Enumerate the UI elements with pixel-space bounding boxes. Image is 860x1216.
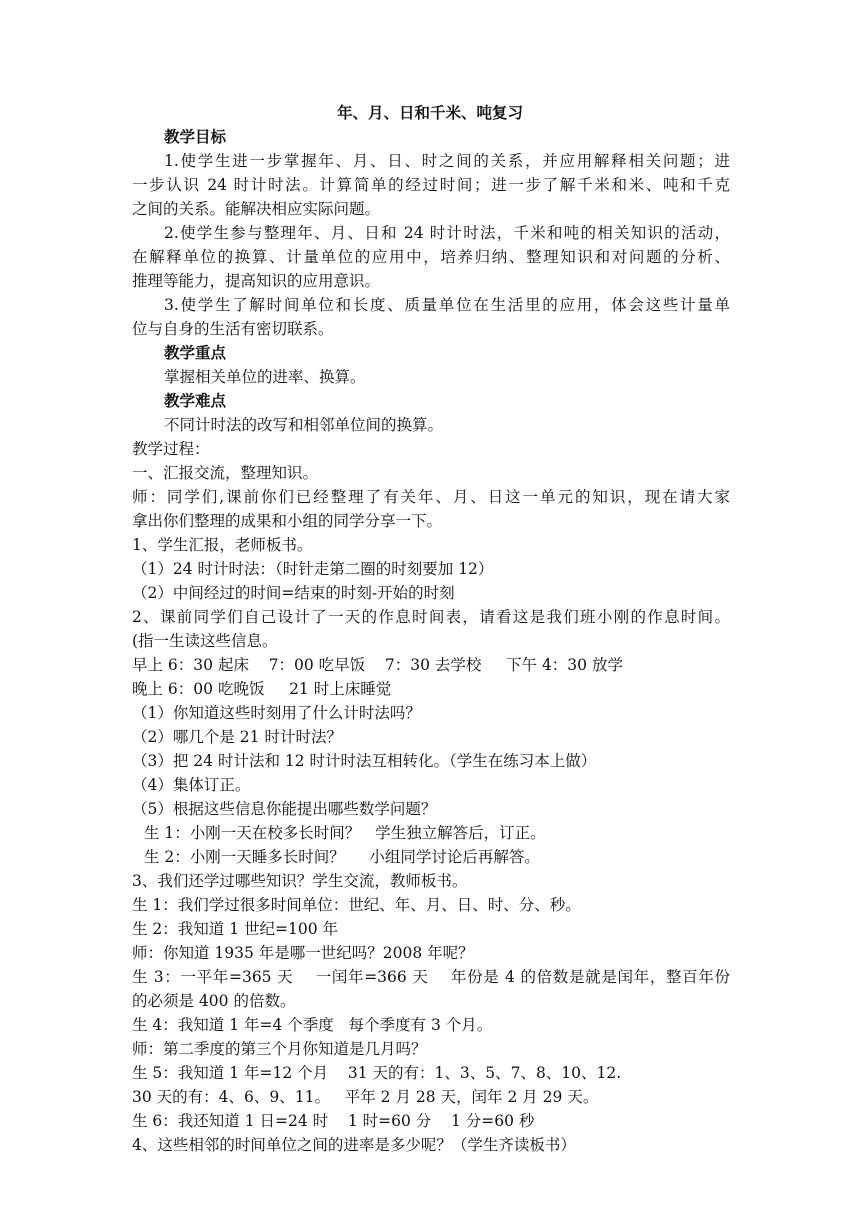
section-heading-objectives: 教学目标 bbox=[164, 127, 227, 146]
section-heading-difficulties: 教学难点 bbox=[164, 391, 227, 410]
rule-elapsed-time: （2）中间经过的时间=结束的时刻-开始的时刻 bbox=[132, 584, 455, 602]
objective-3-line-1: 3.使学生了解时间单位和长度、质量单位在生活里的应用，体会这些计量单 bbox=[164, 296, 730, 314]
student-3-leap-year-cont: 的必须是 400 的倍数。 bbox=[132, 992, 296, 1010]
schedule-evening: 晚上 6：00 吃晚饭 21 时上床睡觉 bbox=[132, 680, 392, 698]
student-4-quarters: 生 4：我知道 1 年=4 个季度 每个季度有 3 个月。 bbox=[132, 1016, 493, 1034]
objective-3-line-2: 位与自身的生活有密切联系。 bbox=[132, 320, 334, 338]
teacher-century-question: 师：你知道 1935 年是哪一世纪吗？2008 年呢？ bbox=[132, 944, 474, 962]
student-2-question: 生 2：小刚一天睡多长时间？ 小组同学讨论后再解答。 bbox=[144, 848, 540, 866]
process-step-1: 一、汇报交流，整理知识。 bbox=[132, 464, 319, 482]
question-3: （3）把 24 时计法和 12 时计时法互相转化。（学生在练习本上做） bbox=[132, 752, 597, 770]
teacher-quarter-question: 师：第二季度的第三个月你知道是几月吗？ bbox=[132, 1040, 427, 1058]
rule-24-hour: （1）24 时计时法：（时针走第二圈的时刻要加 12） bbox=[132, 560, 494, 578]
student-1-question: 生 1：小刚一天在校多长时间？ 学生独立解答后，订正。 bbox=[144, 824, 546, 842]
student-5-months-cont: 30 天的有：4、6、9、11。 平年 2 月 28 天，闰年 2 月 29 天。 bbox=[132, 1088, 599, 1106]
objective-2-line-1: 2.使学生参与整理年、月、日和 24 时计时法，千米和吨的相关知识的活动， bbox=[164, 224, 730, 242]
question-4: （4）集体订正。 bbox=[132, 776, 251, 794]
student-2-century: 生 2：我知道 1 世纪=100 年 bbox=[132, 920, 339, 938]
schedule-morning: 早上 6：30 起床 7：00 吃早饭 7：30 去学校 下午 4：30 放学 bbox=[132, 656, 623, 674]
key-points-text: 掌握相关单位的进率、换算。 bbox=[164, 368, 366, 386]
process-heading: 教学过程： bbox=[132, 440, 210, 458]
student-5-months: 生 5：我知道 1 年=12 个月 31 天的有：1、3、5、7、8、10、12. bbox=[132, 1064, 622, 1082]
teacher-intro-line-1: 师：同学们,课前你们已经整理了有关年、月、日这一单元的知识，现在请大家 bbox=[132, 488, 730, 506]
schedule-intro: 2、课前同学们自己设计了一天的作息时间表，请看这是我们班小刚的作息时间。 bbox=[132, 608, 730, 626]
objective-2-line-3: 推理等能力，提高知识的应用意识。 bbox=[132, 272, 381, 290]
schedule-read-note: (指一生读这些信息。 bbox=[132, 632, 278, 650]
document-title: 年、月、日和千米、吨复习 bbox=[336, 103, 523, 122]
question-2: （2）哪几个是 21 时计时法？ bbox=[132, 728, 342, 746]
objective-2-line-2: 在解释单位的换算、计量单位的应用中，培养归纳、整理知识和对问题的分析、 bbox=[132, 248, 730, 266]
objective-1-line-3: 之间的关系。能解决相应实际问题。 bbox=[132, 200, 381, 218]
student-1-units: 生 1：我们学过很多时间单位：世纪、年、月、日、时、分、秒。 bbox=[132, 896, 581, 914]
teacher-intro-line-2: 拿出你们整理的成果和小组的同学分享一下。 bbox=[132, 512, 443, 530]
objective-1-line-2: 一步认识 24 时计时法。计算简单的经过时间；进一步了解千米和米、吨和千克 bbox=[132, 176, 730, 194]
student-6-time-units: 生 6：我还知道 1 日=24 时 1 时=60 分 1 分=60 秒 bbox=[132, 1112, 535, 1130]
student-3-leap-year: 生 3：一平年=365 天 一闰年=366 天 年份是 4 的倍数是就是闰年，整百年份 bbox=[132, 968, 730, 986]
section-heading-key-points: 教学重点 bbox=[164, 343, 227, 362]
question-1: （1）你知道这些时刻用了什么计时法吗？ bbox=[132, 704, 421, 722]
review-step-3: 3、我们还学过哪些知识？学生交流，教师板书。 bbox=[132, 872, 468, 890]
review-step-4: 4、这些相邻的时间单位之间的进率是多少呢？（学生齐读板书） bbox=[132, 1136, 576, 1154]
report-item-1: 1、学生汇报，老师板书。 bbox=[132, 536, 313, 554]
question-5: （5）根据这些信息你能提出哪些数学问题？ bbox=[132, 800, 437, 818]
objective-1-line-1: 1.使学生进一步掌握年、月、日、时之间的关系，并应用解释相关问题；进 bbox=[164, 152, 730, 170]
difficulties-text: 不同计时法的改写和相邻单位间的换算。 bbox=[164, 416, 444, 434]
